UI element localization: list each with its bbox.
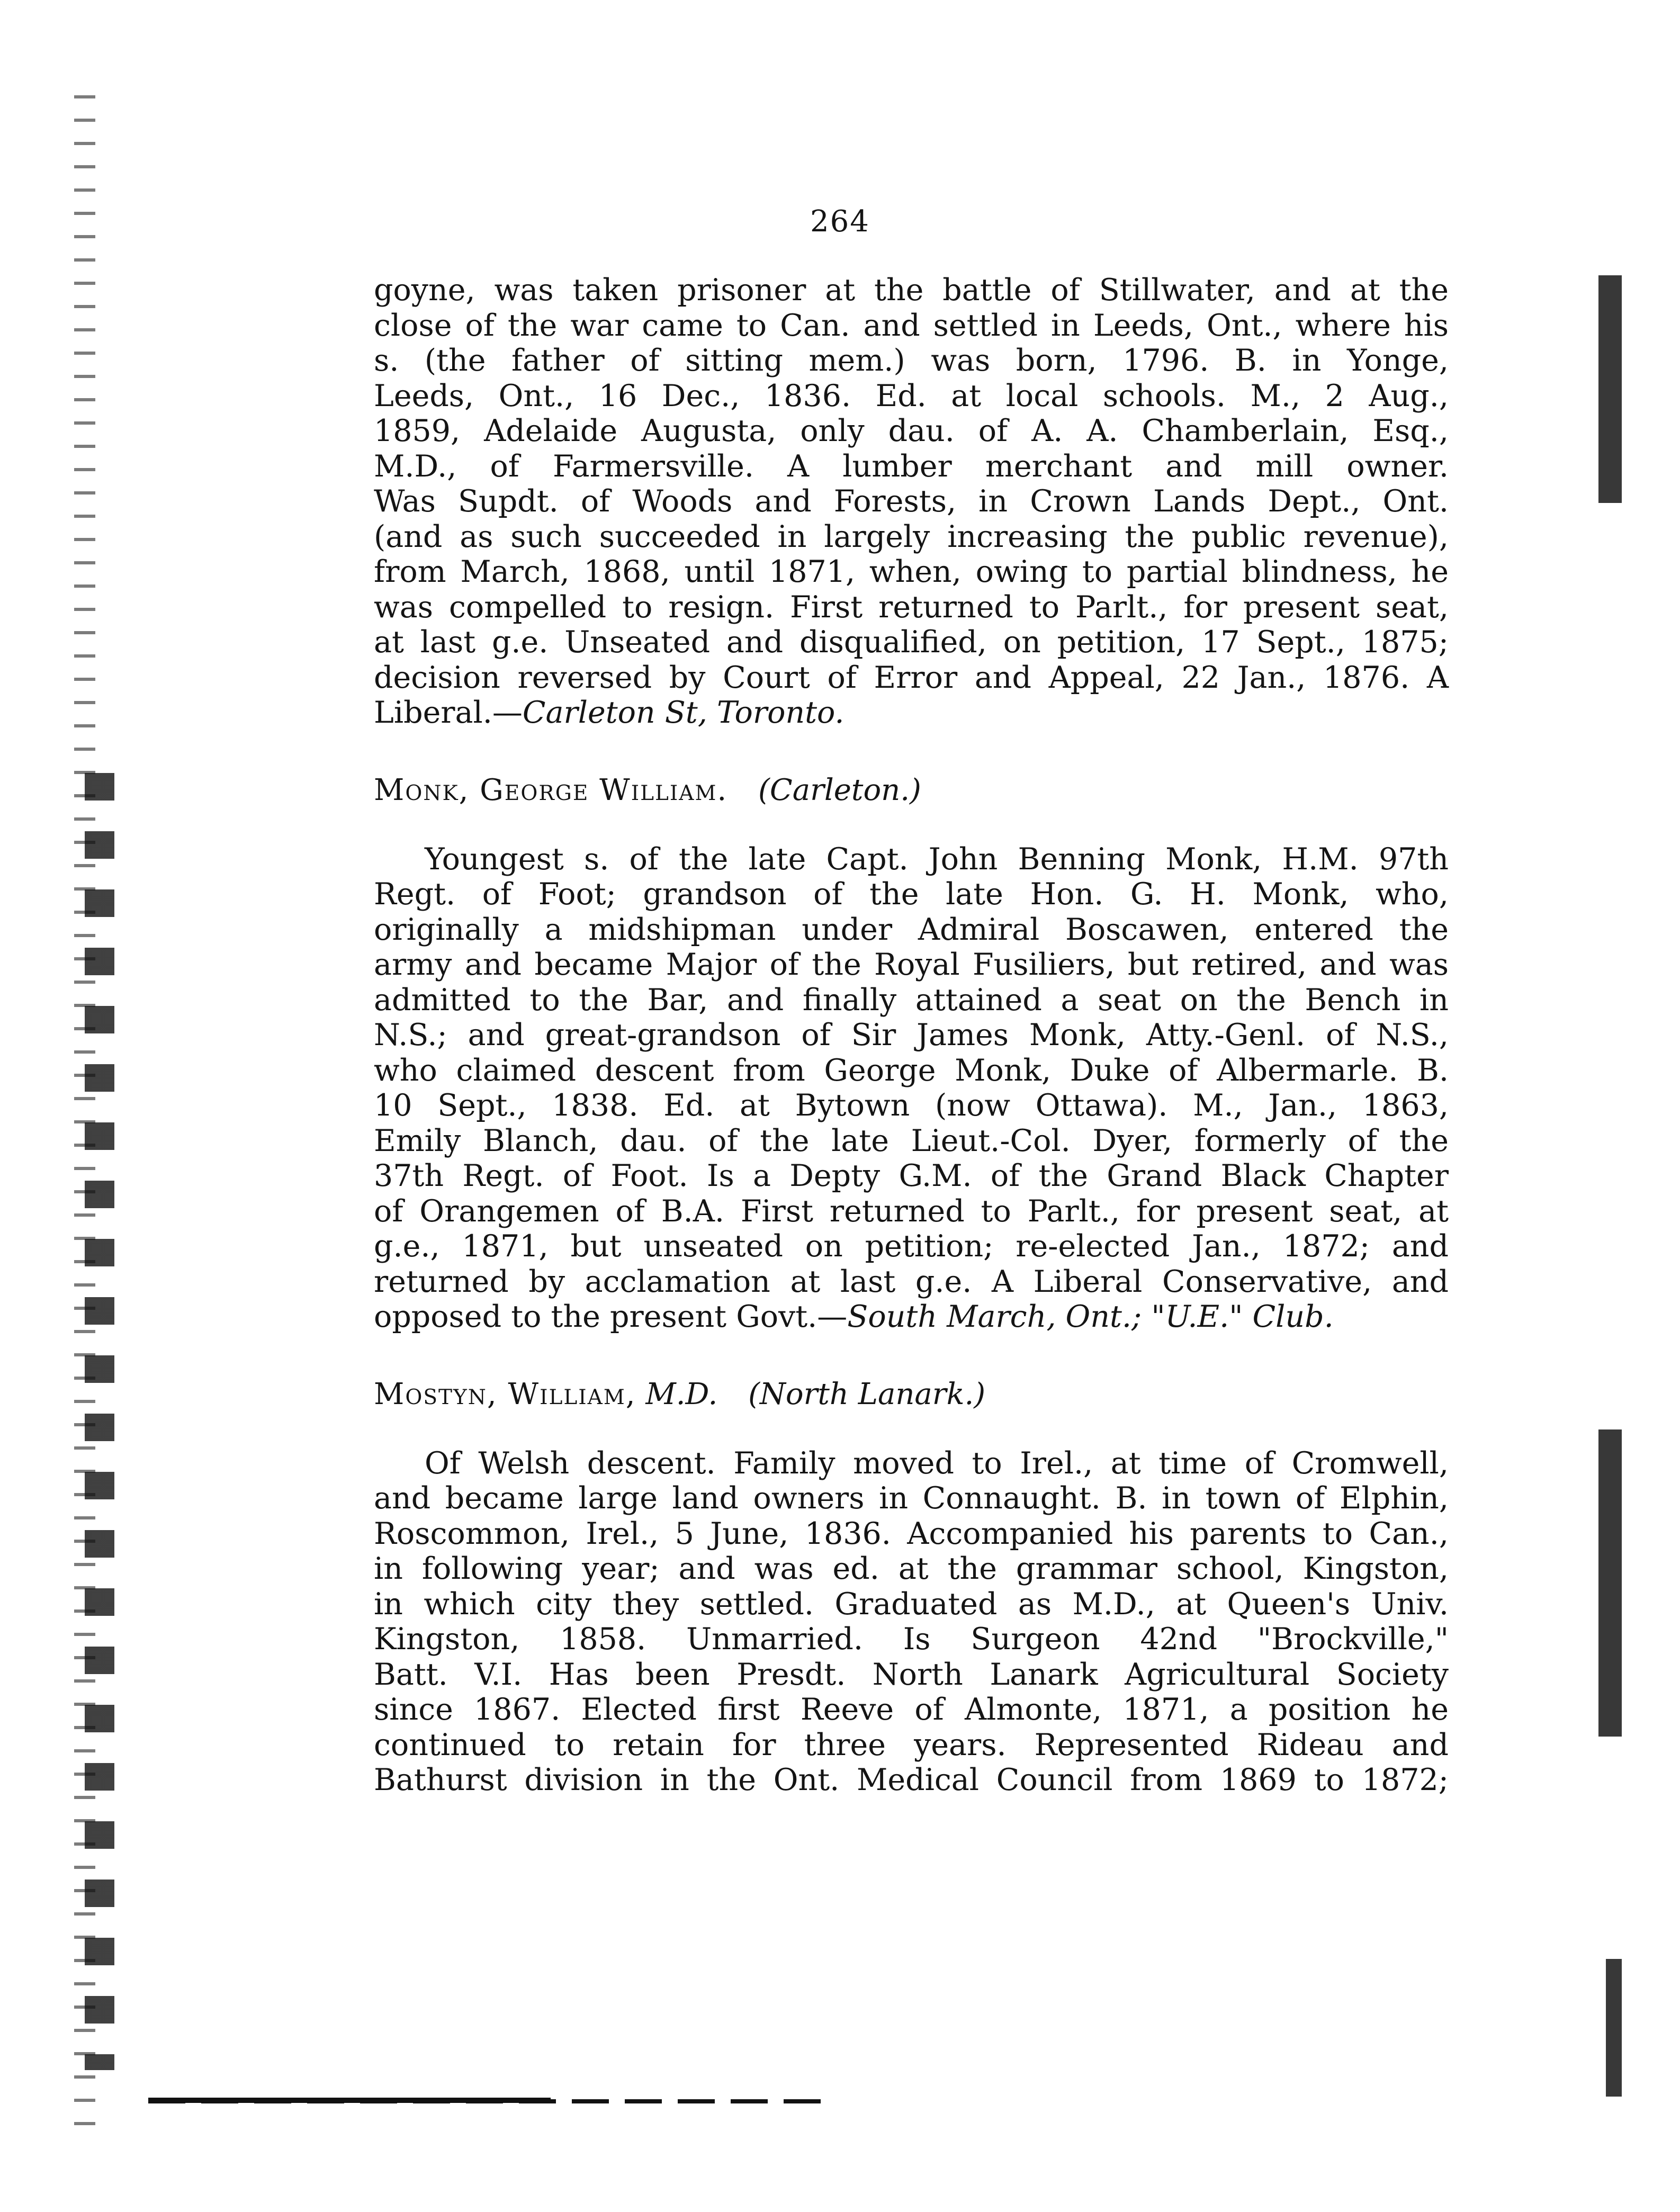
- text-line: decision reversed by Court of Error and Appeal, 22 Jan., 1876. A: [374, 660, 1449, 695]
- entry-heading-monk: [374, 773, 1449, 808]
- entry-body-monk: [374, 842, 1449, 1335]
- text-line: (and as such succeeded in largely increasing the public revenue),: [374, 519, 1449, 554]
- text-line: and became large land owners in Connaught. B. in town of Elphin,: [374, 1481, 1449, 1516]
- constituency: (North Lanark.): [748, 1377, 986, 1411]
- text-line: Emily Blanch, dau. of the late Lieut.-Col. Dyer, formerly of the: [374, 1123, 1449, 1158]
- closing-text: opposed to the present Govt.—: [374, 1299, 848, 1334]
- text-line: N.S.; and great-grandson of Sir James Monk, Atty.-Genl. of N.S.,: [374, 1018, 1449, 1053]
- text-line: in which city they settled. Graduated as M.D., at Queen's Univ.: [374, 1586, 1449, 1622]
- text-line: Was Supdt. of Woods and Forests, in Crown Lands Dept., Ont.: [374, 484, 1449, 519]
- text-line: Batt. V.I. Has been Presdt. North Lanark Agricultural Society: [374, 1657, 1449, 1692]
- text-line: 1859, Adelaide Augusta, only dau. of A. A. Chamberlain, Esq.,: [374, 413, 1449, 448]
- scan-edge-mark-right-middle: [1598, 1429, 1622, 1737]
- scan-edge-marks-left: [85, 773, 114, 2070]
- page-number: 264: [810, 204, 870, 239]
- text-line: at last g.e. Unseated and disqualified, on petition, 17 Sept., 1875;: [374, 625, 1449, 660]
- text-line: from March, 1868, until 1871, when, owing to partial blindness, he: [374, 554, 1449, 589]
- text-line: close of the war came to Can. and settled in Leeds, Ont., where his: [374, 308, 1449, 343]
- entry-continuation: [374, 273, 1449, 731]
- text-line: s. (the father of sitting mem.) was born, 1796. B. in Yonge,: [374, 343, 1449, 378]
- text-line: 37th Regt. of Foot. Is a Depty G.M. of the Grand Black Chapter: [374, 1158, 1449, 1193]
- text-line: g.e., 1871, but unseated on petition; re-elected Jan., 1872; and: [374, 1229, 1449, 1264]
- text-line: originally a midshipman under Admiral Boscawen, entered the: [374, 912, 1449, 947]
- text-line: since 1867. Elected first Reeve of Almonte, 1871, a position he: [374, 1692, 1449, 1727]
- text-line-closing: [374, 1299, 1449, 1335]
- text-line: Kingston, 1858. Unmarried. Is Surgeon 42nd "Brockville,": [374, 1622, 1449, 1657]
- text-line: Bathurst division in the Ont. Medical Council from 1869 to 1872;: [374, 1763, 1449, 1797]
- text-line: who claimed descent from George Monk, Duke of Albermarle. B.: [374, 1053, 1449, 1088]
- scan-edge-mark-right-top: [1598, 275, 1622, 503]
- text-line: of Orangemen of B.A. First returned to Parlt., for present seat, at: [374, 1193, 1449, 1229]
- text-line: returned by acclamation at last g.e. A Liberal Conservative, and: [374, 1264, 1449, 1299]
- text-line: army and became Major of the Royal Fusiliers, but retired, and was: [374, 947, 1449, 982]
- text-line-closing: [374, 695, 1449, 731]
- member-name: Monk, George William.: [374, 772, 728, 807]
- text-line: M.D., of Farmersville. A lumber merchant and mill owner.: [374, 448, 1449, 484]
- entry-heading-mostyn: [374, 1377, 1449, 1412]
- member-name: Mostyn, William,: [374, 1377, 636, 1411]
- address-text: South March, Ont.; "U.E." Club.: [847, 1299, 1334, 1334]
- text-line: 10 Sept., 1838. Ed. at Bytown (now Ottawa). M., Jan., 1863,: [374, 1088, 1449, 1123]
- page-content: [374, 273, 1449, 1798]
- text-line: continued to retain for three years. Represented Rideau and: [374, 1727, 1449, 1763]
- text-line: Roscommon, Irel., 5 June, 1836. Accompanied his parents to Can.,: [374, 1516, 1449, 1551]
- text-line: Leeds, Ont., 16 Dec., 1836. Ed. at local schools. M., 2 Aug.,: [374, 378, 1449, 413]
- text-line: goyne, was taken prisoner at the battle of Stillwater, and at the: [374, 273, 1449, 308]
- scan-edge-mark-right-bottom: [1606, 1959, 1622, 2097]
- constituency: (Carleton.): [758, 772, 921, 807]
- closing-text: Liberal.—: [374, 695, 523, 730]
- scan-bottom-dashes: [148, 2099, 837, 2103]
- entry-body-mostyn: [374, 1446, 1449, 1798]
- text-line: was compelled to resign. First returned to Parlt., for present seat,: [374, 589, 1449, 625]
- text-line: Of Welsh descent. Family moved to Irel., at time of Cromwell,: [425, 1445, 1449, 1481]
- text-line: Regt. of Foot; grandson of the late Hon. G. H. Monk, who,: [374, 877, 1449, 912]
- text-line: admitted to the Bar, and finally attained a seat on the Bench in: [374, 982, 1449, 1018]
- address-text: Carleton St, Toronto.: [522, 695, 845, 730]
- text-line: in following year; and was ed. at the grammar school, Kingston,: [374, 1551, 1449, 1586]
- text-line: Youngest s. of the late Capt. John Benning Monk, H.M. 97th: [425, 841, 1449, 877]
- member-title: M.D.: [645, 1377, 718, 1411]
